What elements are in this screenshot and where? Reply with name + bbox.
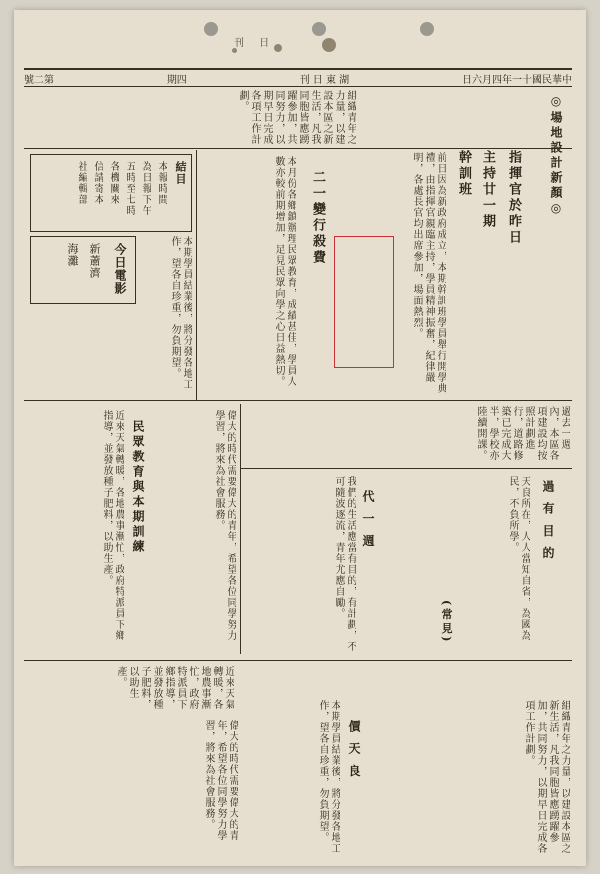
divider: [240, 468, 572, 469]
stain-mark: [322, 38, 336, 52]
punch-hole-icon: [312, 22, 326, 36]
stain-mark: [274, 44, 282, 52]
bottom-right-body: 組織青年之力量，以建設本區之新生活，凡我同胞皆應踴躍參加，共同努力，以期早日完成各項工作計劃。: [523, 700, 570, 854]
punch-hole-icon: [204, 22, 218, 36]
left-body-2: 偉大的時代需要偉大的青年，希望各位同學努力學習，將來為社會服務。: [213, 410, 236, 641]
masthead-date: 日六月四年一十國民華中: [461, 74, 572, 86]
side-body: 本期學員結業後，將分發各地工作，望各自珍重，勿負期望。: [169, 236, 192, 390]
divider: [24, 148, 572, 149]
masthead-issue: 期四: [166, 74, 187, 86]
masthead-left: 號二第: [24, 74, 54, 86]
section-title-d: 過 有 目 的: [541, 480, 555, 562]
bottom-body: 偉大的時代需要偉大的青年，希望各位同學努力學習，將來為社會服務。: [203, 720, 238, 841]
center-body: 本月份各鄉鎮辦理民眾教育，成績甚佳，學員人數亦較前期增加，足見民眾向學之心日益熱切。: [273, 156, 296, 387]
schedule-line: 本報時間: [156, 161, 167, 205]
divider: [240, 404, 241, 654]
divider: [24, 400, 572, 401]
schedule-line: 信請寄本: [92, 161, 103, 205]
center-body-2: 我們的生活應當有目的，有計劃，不可隨波逐流，青年尤應自勵。: [333, 476, 356, 652]
section-title-a: 民眾教育與本期訓練: [131, 420, 145, 555]
lead-sub1: 指揮官於昨日: [506, 150, 521, 246]
wide-band-text: 過去一週內，本區各項建設均按照計劃進行，道路修築已完成大半，學校亦陸續開課。: [475, 406, 570, 461]
schedule-box: [30, 154, 192, 232]
bottom-center-body: 本期學員結業後，將分發各地工作，望各自珍重，勿負期望。: [317, 700, 340, 854]
film-notice-line: 海灘: [66, 243, 79, 267]
section-title-f: 價 天 良: [347, 720, 361, 780]
schedule-line: 各機關來: [108, 161, 119, 205]
lead-sub3: 幹訓班: [456, 150, 471, 198]
schedule-line: 社編輯部: [76, 161, 87, 205]
lead-sub2: 主持廿一期: [480, 150, 495, 230]
masthead-center: 刊 日 東 湖: [299, 74, 350, 86]
film-notice-box: [30, 236, 136, 304]
header-stamp: 刊 日: [234, 38, 276, 49]
section-title-e: (常見): [440, 600, 453, 645]
divider: [24, 660, 572, 661]
left-body: 近來天氣轉暖，各地農事漸忙，政府特派員下鄉指導，並發放種子肥料，以助生產。: [101, 410, 124, 641]
bottom-band-left: 近來天氣轉暖，各地農事漸忙，政府特派員下鄉指導，並發放種子肥料，以助生產。: [115, 666, 234, 710]
lead-headline: ◎場地設計新顏◎: [549, 94, 563, 218]
schedule-line: 為日報下午: [140, 161, 151, 216]
red-annotation-box: [334, 236, 394, 368]
divider: [196, 150, 197, 400]
lead-body: 前日因為新政府成立，本期幹訓班學員舉行開學典禮，由指揮官親臨主持，學員精神振奮，紀律嚴明，各處長官均出席參加，場面熱烈。: [411, 152, 446, 394]
section-title-c: 代 一 週: [361, 490, 375, 550]
section-title-b: 二一變行殺費: [310, 170, 325, 266]
schedule-line: 五時至七時: [124, 161, 135, 216]
film-notice-line: 新蕭濟: [88, 243, 101, 279]
top-band-text: 組織青年之力量，以建設本區之新生活，凡我同胞皆應踴躍參加，共同努力，以期早日完成各項工作計劃。: [237, 90, 356, 145]
punch-hole-icon: [420, 22, 434, 36]
schedule-title: 結目: [174, 161, 187, 185]
film-notice-title: 今日電影: [113, 243, 127, 295]
right-body: 天良所在，人人當知自省，為國為民，不負所學。: [507, 476, 530, 641]
masthead: [24, 68, 572, 87]
